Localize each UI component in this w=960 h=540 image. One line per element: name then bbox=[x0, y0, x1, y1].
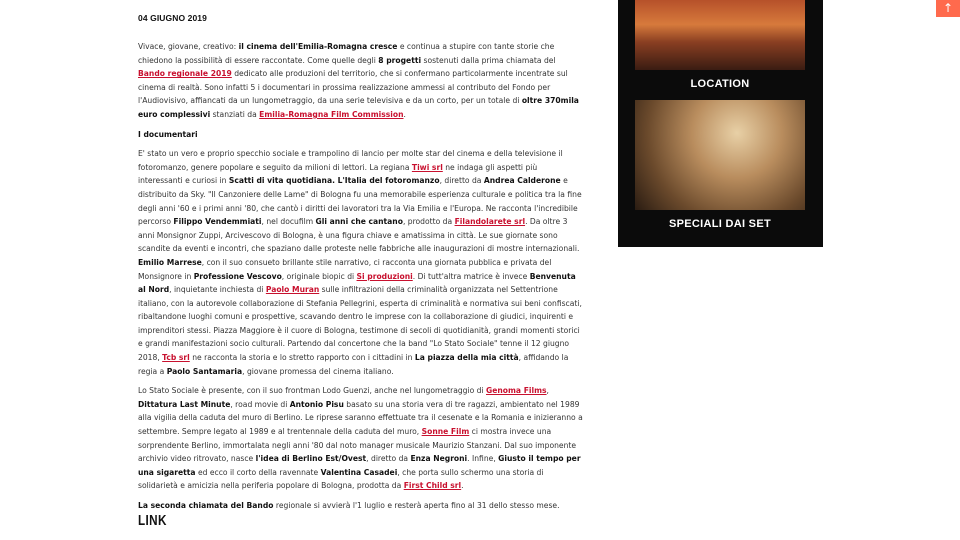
article-bold-text: Antonio Pisu bbox=[289, 399, 344, 409]
article-bold-text: Filippo Vendemmiati bbox=[173, 217, 262, 227]
article-text: e distribuito da Sky. "Il Canzoniere delle Lame" di Bologna fu una memorabile esperienza culturale e politica tra la fine degli anni '60 e i primi anni '80, che cantò i diritti dei lavoratori tra la Via Emilia e l'Europa. Ne racconta l'incredibile percorso bbox=[138, 176, 582, 227]
article-link[interactable]: Genoma Films bbox=[486, 386, 547, 396]
article-bold-text: Enza Negroni bbox=[410, 454, 468, 464]
article-bold-text: il cinema dell'Emilia-Romagna cresce bbox=[238, 42, 398, 51]
article-bold-text: Gli anni che cantano bbox=[315, 217, 403, 227]
article-text: . Da oltre 3 anni Monsignor Zuppi, Arcivescovo di Bologna, è una figura chiave e amatissima in città. Le sue giornate sono scandite da eventi e incontri, che spaziano dalle proteste nelle fabbriche alle inaugurazioni di mostre internazionali. bbox=[138, 217, 580, 254]
article-link[interactable]: Tcb srl bbox=[162, 353, 190, 363]
article-text: regionale si avvierà l'1 luglio e resterà aperta fino al 31 dello stesso mese. bbox=[273, 501, 560, 510]
article-text: , affidando la regia a bbox=[138, 353, 569, 376]
article-bold-text: l'idea di Berlino Est/Ovest bbox=[255, 454, 367, 464]
article-date: 04 GIUGNO 2019 bbox=[138, 13, 207, 23]
article-bold-text: Giusto il tempo per una sigaretta bbox=[138, 454, 581, 477]
article-body bbox=[138, 40, 584, 519]
article-bold-text: La seconda chiamata del Bando bbox=[138, 501, 274, 510]
article-text: Lo Stato Sociale è presente, con il suo frontman Lodo Guenzi, anche nel lungometraggio di bbox=[138, 386, 487, 396]
article-text: e continua a stupire con tante storie che chiedono la possibilità di essere raccontate. Come quelle degli bbox=[138, 42, 555, 65]
article-bold-text: oltre 370mila euro complessivi bbox=[138, 96, 579, 119]
article-text: , originale biopic di bbox=[281, 271, 357, 281]
article-text: , diretto da bbox=[366, 454, 411, 464]
article-text: , diretto da bbox=[439, 176, 484, 186]
article-paragraph-intro bbox=[138, 40, 584, 122]
article-bold-text: Scatti di vita quotidiana. L'Italia del fotoromanzo bbox=[228, 176, 440, 186]
article-text: ne indaga gli aspetti più interessanti e curiosi in bbox=[138, 162, 538, 186]
article-text: E' stato un vero e proprio specchio sociale e trampolino di lancio per molte star del cinema e della televisione il fotoromanzo, genere popolare e seguito da milioni di lettori. La regiana bbox=[138, 149, 563, 172]
article-link[interactable]: Paolo Muran bbox=[265, 285, 320, 295]
article-text: stanziati da bbox=[210, 109, 260, 119]
article-bold-text: Paolo Santamaria bbox=[166, 366, 243, 376]
article-text: ci mostra invece una sorprendente Berlino, immortalata negli anni '80 dal noto manager musicale Maurizio Stanzani. Dal suo imponente archivio video ritrovato, nasce bbox=[138, 427, 577, 464]
article-bold-text: Valentina Casadei bbox=[320, 467, 398, 477]
article-text: . Di tutt'altra matrice è invece bbox=[412, 271, 530, 281]
article-bold-text: Benvenuta al Nord bbox=[138, 271, 576, 295]
article-text: dedicato alle produzioni del territorio, che si confermano particolarmente incentrate sul cinema di realtà. Sono infatti 5 i documentari in prossima realizzazione ammessi al contributo del Fondo per l'Audiovisivo, affiancati da un lungometraggio, da una serie televisiva e da un corto, per un totale di bbox=[138, 69, 568, 106]
article-text: , prodotto da bbox=[402, 217, 455, 227]
article-text: sulle infiltrazioni della criminalità organizzata nel Settentrione italiano, con la autorevole collaborazione di Stefania Pellegrini, esperta di criminalità e normativa sui beni confiscati, ribaltandone luoghi comuni e prospettive, scavando dentro le imprese con la collaborazione di giudici, inquirenti e imprenditori stessi. Piazza Maggiore è il cuore di Bologna, testimone di secoli di quotidianità, grandi momenti storici e grandi manifestazioni socio culturali. Partendo dal concertone che la band "Lo Stato Sociale" tenne il 12 giugno 2018, bbox=[138, 285, 582, 363]
article-text: ne racconta la storia e lo stretto rapporto con i cittadini in bbox=[189, 353, 415, 363]
article-bold-text: La piazza della mia città bbox=[414, 353, 519, 363]
section-heading-documentari: I documentari bbox=[138, 129, 198, 139]
article-text: . Infine, bbox=[467, 454, 499, 464]
article-paragraph-lungometraggio bbox=[138, 384, 584, 493]
article-text: , con il suo consueto brillante stile narrativo, ci racconta una giornata pubblica e privata del Monsignore in bbox=[138, 257, 552, 281]
article-bold-text: Andrea Calderone bbox=[483, 176, 561, 186]
arrow-up-icon: ↑ bbox=[942, 1, 954, 15]
article-link[interactable]: Tiwi srl bbox=[411, 162, 443, 172]
location-thumbnail[interactable] bbox=[635, 0, 805, 70]
article-paragraph-documentari bbox=[138, 147, 584, 378]
article-text: basato su una storia vera di tre ragazzi, ambientato nel 1989 alla vigilia della caduta del muro di Berlino. Le riprese saranno effettuate tra il cesenate e la Romania e inizieranno a settembre. Sempre legato al 1989 e al trentennale della caduta del muro, bbox=[138, 399, 583, 437]
speciali-dai-set-thumbnail[interactable] bbox=[635, 100, 805, 210]
article-text: , bbox=[546, 386, 549, 396]
article-link[interactable]: First Child srl bbox=[403, 481, 462, 491]
article-text: , road movie di bbox=[230, 399, 290, 409]
article-link[interactable]: Filandolarete srl bbox=[454, 217, 526, 227]
article-text: Vivace, giovane, creativo: bbox=[138, 42, 239, 51]
article-text: , giovane promessa del cinema italiano. bbox=[242, 366, 394, 376]
article-text: , che porta sullo schermo una storia di solidarietà e amicizia nella periferia popolare di Bologna, prodotta da bbox=[138, 467, 544, 491]
article-text: , nel docufilm bbox=[261, 217, 316, 227]
article-text: . bbox=[461, 481, 464, 491]
article-link[interactable]: Bando regionale 2019 bbox=[138, 69, 232, 79]
article-text: ed ecco il corto della ravennate bbox=[195, 467, 321, 477]
article-bold-text: 8 progetti bbox=[378, 55, 422, 65]
article-bold-text: Emilio Marrese bbox=[138, 257, 202, 267]
article-link[interactable]: Emilia-Romagna Film Commission bbox=[259, 109, 404, 119]
speciali-dai-set-label[interactable]: SPECIALI DAI SET bbox=[669, 218, 771, 230]
link-section-heading: LINK bbox=[138, 512, 167, 529]
article-bold-text: Professione Vescovo bbox=[193, 271, 282, 281]
article-text: , inquietante inchiesta di bbox=[169, 285, 266, 295]
article-bold-text: Dittatura Last Minute bbox=[138, 399, 231, 409]
article-text: . bbox=[403, 109, 406, 119]
location-label[interactable]: LOCATION bbox=[690, 78, 750, 90]
article-text: sostenuti dalla prima chiamata del bbox=[421, 55, 556, 65]
sidebar-panel bbox=[618, 0, 823, 247]
article-link[interactable]: Sonne Film bbox=[421, 427, 470, 437]
scroll-to-top-button[interactable] bbox=[936, 0, 960, 17]
article-paragraph-seconda-chiamata bbox=[138, 499, 584, 513]
article-link[interactable]: Si produzioni bbox=[356, 271, 413, 281]
